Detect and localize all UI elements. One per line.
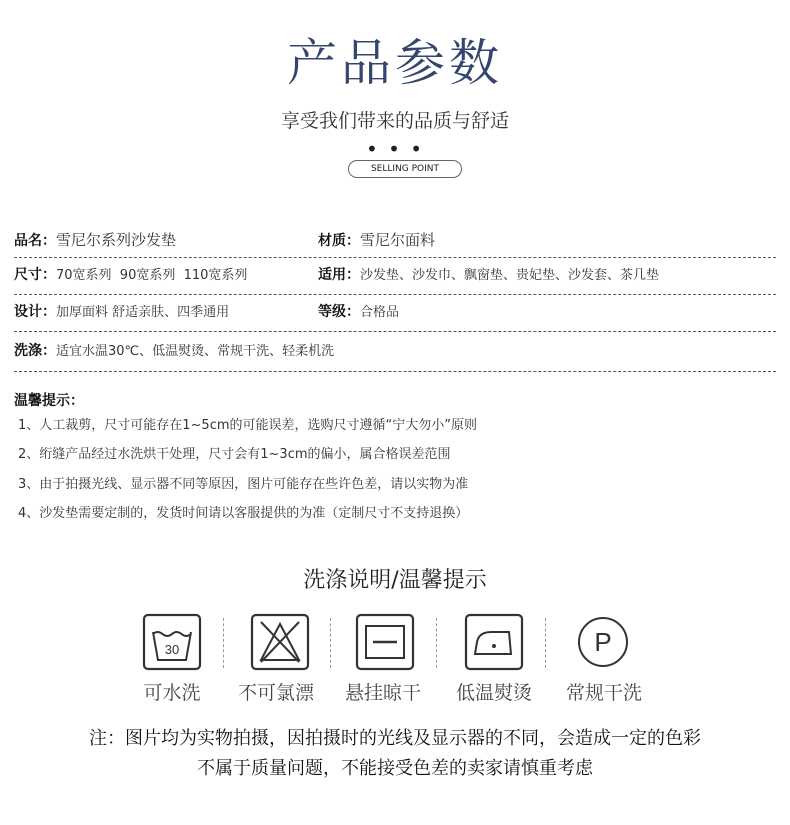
note-line-1: 注：图片均为实物拍摄，因拍摄时的光线及显示器的不同，会造成一定的色彩: [89, 728, 701, 749]
divider: [436, 618, 437, 668]
param-size-value: 70宽系列 90宽系列 110宽系列: [56, 268, 248, 283]
dry-clean-letter: P: [594, 627, 612, 657]
wash-label: 不可氯漂: [237, 682, 314, 704]
param-wash: [14, 344, 334, 358]
param-material: [318, 233, 435, 248]
param-material-value: 雪尼尔面料: [360, 231, 436, 249]
param-design: [14, 305, 229, 319]
washable-icon: [141, 612, 203, 672]
tip-item: 2、绗缝产品经过水洗烘干处理，尺寸会有1~3cm的偏小，属合格误差范围: [18, 447, 451, 462]
tip-item: 4、沙发垫需要定制的，发货时间请以客服提供的为准（定制尺寸不支持退换）: [18, 506, 469, 521]
wash-label: 低温熨烫: [455, 682, 532, 704]
low-iron-icon: [463, 612, 525, 672]
param-name-key: 品名：: [14, 233, 56, 249]
param-grade-key: 等级：: [318, 304, 360, 320]
param-name-value: 雪尼尔系列沙发垫: [56, 231, 177, 249]
param-material-key: 材质：: [318, 233, 360, 249]
no-bleach-icon: [249, 612, 311, 672]
param-design-key: 设计：: [14, 304, 56, 320]
page-subtitle: 享受我们带来的品质与舒适: [280, 110, 509, 132]
param-name: [14, 233, 176, 248]
divider: [545, 618, 546, 668]
decorative-dots: • • •: [365, 137, 425, 161]
wash-title: 洗涤说明/温馨提示: [303, 568, 487, 593]
divider: [223, 618, 224, 668]
divider: [330, 618, 331, 668]
param-size: [14, 268, 247, 282]
selling-point-badge: SELLING POINT: [348, 160, 462, 178]
wash-temp: 30: [164, 642, 180, 657]
param-row-wash: [14, 344, 776, 372]
wash-label: 悬挂晾干: [344, 682, 421, 704]
hang-dry-icon: [354, 612, 416, 672]
tip-item: 3、由于拍摄光线、显示器不同等原因，图片可能存在些许色差，请以实物为准: [18, 477, 469, 492]
param-wash-key: 洗涤：: [14, 343, 56, 359]
param-use-value: 沙发垫、沙发巾、飘窗垫、贵妃垫、沙发套、茶几垫: [360, 268, 660, 283]
param-size-key: 尺寸：: [14, 267, 56, 283]
page-title: 产品参数: [287, 34, 503, 92]
param-use-key: 适用：: [318, 267, 360, 283]
wash-label: 可水洗: [143, 682, 201, 704]
param-row-size: [14, 268, 776, 295]
dry-clean-icon: [572, 612, 634, 672]
tip-item: 1、人工裁剪，尺寸可能存在1~5cm的可能误差，选购尺寸遵循“宁大勿小”原则: [18, 418, 477, 433]
param-row-design: [14, 305, 776, 332]
param-row-name: [14, 233, 776, 258]
wash-label: 常规干洗: [565, 682, 642, 704]
param-use: [318, 268, 659, 282]
note-line-2: 不属于质量问题，不能接受色差的卖家请慎重考虑: [197, 758, 593, 779]
tips-title: 温馨提示：: [14, 393, 84, 409]
param-wash-value: 适宜水温30℃、低温熨烫、常规干洗、轻柔机洗: [56, 344, 335, 359]
param-grade-value: 合格品: [360, 305, 400, 320]
param-grade: [318, 305, 399, 319]
param-design-value: 加厚面料 舒适亲肤、四季通用: [56, 305, 230, 320]
